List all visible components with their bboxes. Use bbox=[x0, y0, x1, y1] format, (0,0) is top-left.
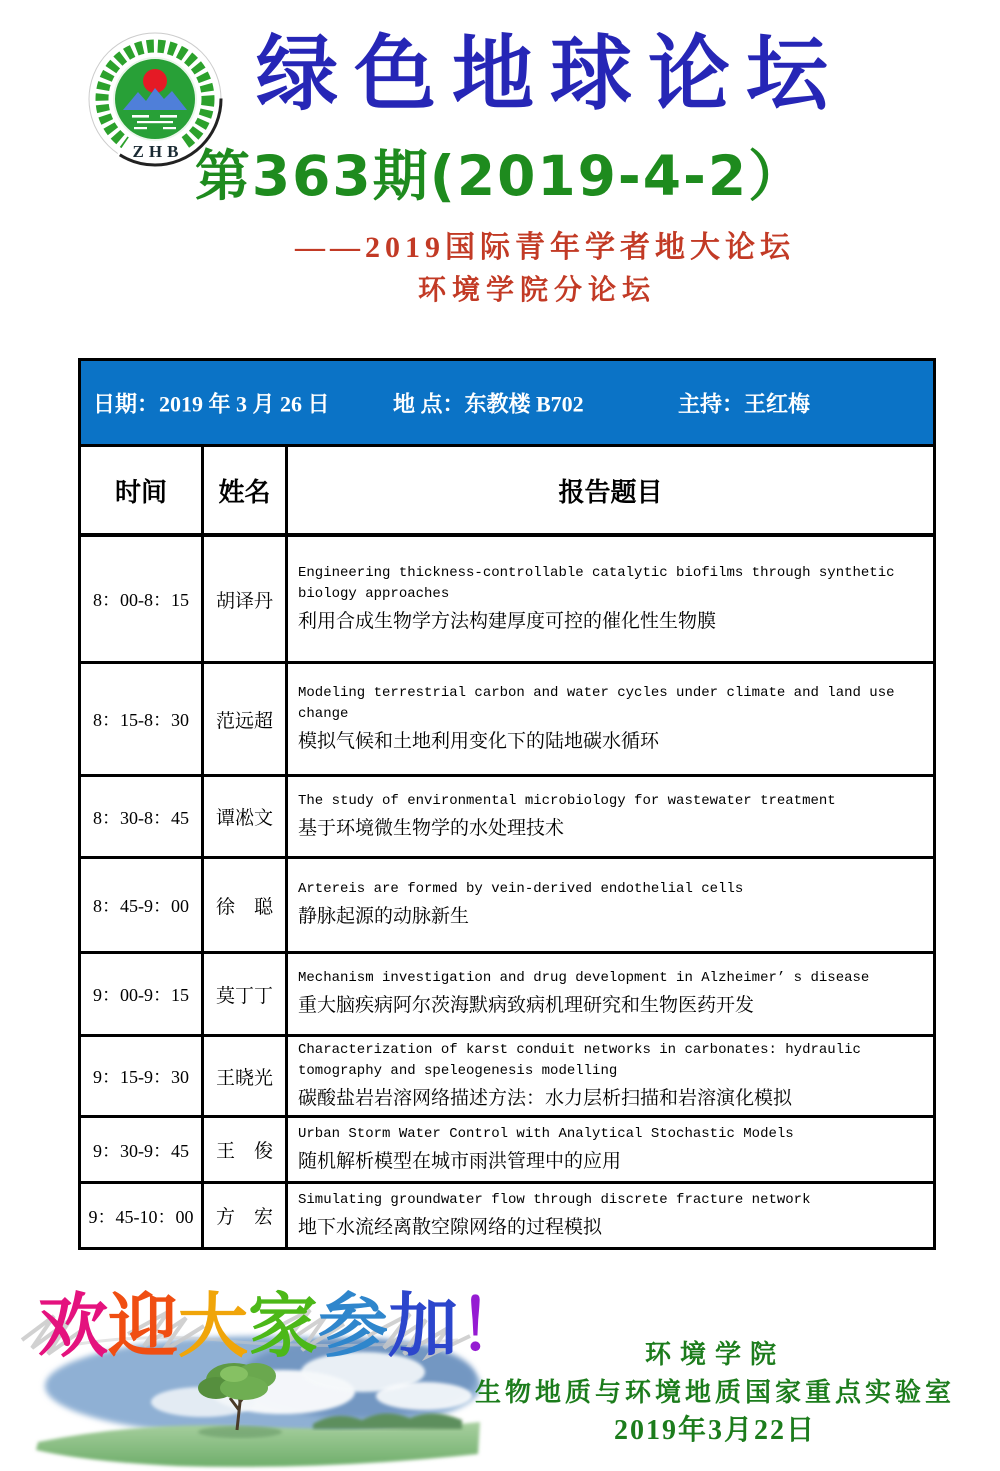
speaker-name: 谭凇文 bbox=[204, 777, 288, 856]
session-date: 日期：2019 年 3 月 26 日 bbox=[93, 391, 330, 416]
speaker-name: 莫丁丁 bbox=[204, 954, 288, 1034]
talk-title-cell bbox=[288, 1037, 933, 1115]
talk-time: 9：30-9：45 bbox=[81, 1118, 204, 1181]
talk-title-en: Simulating groundwater flow through discrete fracture network bbox=[298, 1191, 811, 1208]
speaker-name: 徐 聪 bbox=[204, 859, 288, 951]
signature-block bbox=[470, 1336, 960, 1452]
talk-title-cell bbox=[288, 1184, 933, 1247]
table-row bbox=[81, 533, 933, 661]
session-info-bar bbox=[81, 361, 933, 444]
speaker-name: 方 宏 bbox=[204, 1184, 288, 1247]
talk-title-cell bbox=[288, 1118, 933, 1181]
table-header-row bbox=[81, 444, 933, 533]
talk-time: 8：30-8：45 bbox=[81, 777, 204, 856]
table-row bbox=[81, 951, 933, 1034]
talk-title-zh: 模拟气候和土地利用变化下的陆地碳水循环 bbox=[298, 730, 660, 752]
talk-title-zh: 碳酸盐岩岩溶网络描述方法：水力层析扫描和岩溶演化模拟 bbox=[298, 1087, 793, 1109]
talk-title-zh: 随机解析模型在城市雨洪管理中的应用 bbox=[298, 1150, 622, 1172]
session-host: 主持：王红梅 bbox=[678, 391, 811, 416]
talk-time: 9：00-9：15 bbox=[81, 954, 204, 1034]
talk-title-en: The study of environmental microbiology for wastewater treatment bbox=[298, 792, 836, 809]
col-header-title: 报告题目 bbox=[558, 477, 663, 507]
talk-title-en: Artereis are formed by vein-derived endothelial cells bbox=[298, 881, 744, 898]
forum-title: 绿色地球论坛 bbox=[256, 27, 845, 122]
school-subforum-subtitle: 环境学院分论坛 bbox=[417, 275, 656, 306]
signature-lab: 生物地质与环境地质国家重点实验室 bbox=[474, 1377, 955, 1407]
talk-time: 8：00-8：15 bbox=[81, 537, 204, 661]
talk-time: 8：45-9：00 bbox=[81, 859, 204, 951]
talk-title-cell bbox=[288, 777, 933, 856]
tree-shadow-shape bbox=[198, 1426, 282, 1438]
talk-title-cell bbox=[288, 537, 933, 661]
table-row bbox=[81, 774, 933, 856]
talk-title-en: Mechanism investigation and drug development in Alzheimer’ s disease bbox=[298, 970, 870, 987]
talk-time: 8：15-8：30 bbox=[81, 664, 204, 774]
talk-title-en: Urban Storm Water Control with Analytical Stochastic Models bbox=[298, 1125, 794, 1142]
speaker-name: 王 俊 bbox=[204, 1118, 288, 1181]
signature-school: 环境学院 bbox=[644, 1340, 785, 1369]
logo-text-mark bbox=[132, 115, 149, 118]
table-row bbox=[81, 1181, 933, 1247]
talk-title-zh: 静脉起源的动脉新生 bbox=[298, 906, 470, 928]
speaker-name: 范远超 bbox=[204, 664, 288, 774]
talk-title-cell bbox=[288, 954, 933, 1034]
logo-text-mark bbox=[137, 121, 173, 123]
logo-text-mark bbox=[163, 127, 176, 129]
cloud-shape bbox=[376, 1382, 472, 1410]
talk-title-en: Characterization of karst conduit networks in carbonates: hydraulic tomography and speleogenesis modelling bbox=[298, 1041, 861, 1080]
talk-time: 9：15-9：30 bbox=[81, 1037, 204, 1115]
signature-date: 2019年3月22日 bbox=[613, 1415, 816, 1447]
forum-subtitle: ——2019国际青年学者地大论坛 bbox=[295, 231, 795, 264]
talk-title-cell bbox=[288, 859, 933, 951]
col-header-name: 姓名 bbox=[204, 447, 288, 533]
session-place: 地 点：东教楼 B702 bbox=[393, 391, 584, 416]
logo-abbr: ZHB bbox=[132, 142, 184, 161]
table-row bbox=[81, 1034, 933, 1115]
logo-text-mark bbox=[160, 115, 177, 118]
table-row bbox=[81, 661, 933, 774]
talk-title-zh: 重大脑疾病阿尔茨海默病致病机理研究和生物医药开发 bbox=[298, 995, 755, 1017]
table-row bbox=[81, 1115, 933, 1181]
welcome-text: 欢迎大家参加！ bbox=[38, 1285, 528, 1367]
talk-title-cell bbox=[288, 664, 933, 774]
talk-title-en: Modeling terrestrial carbon and water cycles under climate and land use change bbox=[298, 684, 895, 723]
talk-time: 9：45-10：00 bbox=[81, 1184, 204, 1247]
logo-text-mark bbox=[134, 127, 147, 129]
talk-title-zh: 地下水流经离散空隙网络的过程模拟 bbox=[298, 1216, 603, 1238]
speaker-name: 王晓光 bbox=[204, 1037, 288, 1115]
talk-title-en: Engineering thickness-controllable catalytic biofilms through synthetic biology approaches bbox=[298, 564, 895, 603]
col-header-time: 时间 bbox=[81, 447, 204, 533]
table-row bbox=[81, 856, 933, 951]
speaker-name: 胡译丹 bbox=[204, 537, 288, 661]
talk-title-zh: 基于环境微生物学的水处理技术 bbox=[298, 817, 565, 839]
talk-title-zh: 利用合成生物学方法构建厚度可控的催化性生物膜 bbox=[298, 610, 717, 632]
schedule-table bbox=[78, 358, 936, 1250]
issue-number: 第363期(2019-4-2） bbox=[194, 144, 806, 208]
